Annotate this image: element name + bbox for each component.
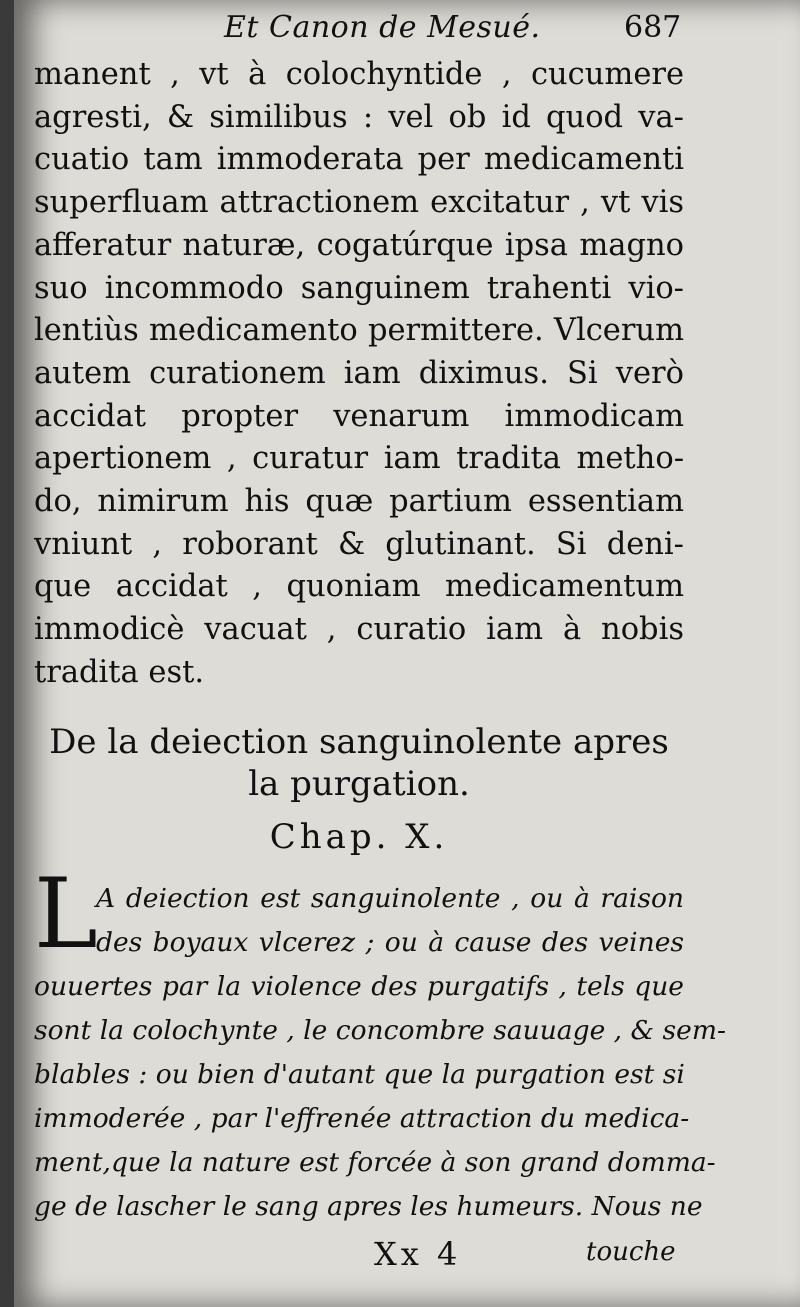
running-head-title: Et Canon de Mesué. [224,10,541,45]
text-line: agresti, & similibus : vel ob id quod va- [34,99,684,135]
book-page [14,0,800,1307]
latin-paragraph [34,54,684,695]
chapter-label: Chap. X. [269,816,449,857]
signature-mark: Xx 4 [374,1234,462,1273]
page-number: 687 [624,10,682,45]
section-title-line: De la deiection sanguinolente apres [49,721,669,762]
text-line: cuatio tam immoderata per medicamenti [34,142,684,178]
french-paragraph [34,857,726,1229]
text-line: suo incommodo sanguinem trahenti vio- [34,270,684,306]
text-line: ge de lascher le sang apres les humeurs. Nous ne [34,1190,703,1222]
drop-cap: L [34,857,98,970]
text-line: autem curationem iam diximus. Si verò [34,355,684,391]
text-line: sont la colochynte , le concombre sauuage , & sem- [34,1014,726,1046]
text-line: A deiection est sanguinolente , ou à raison [96,882,684,914]
page-content [34,10,726,1275]
text-line: manent , vt à colochyntide , cucumere [34,57,684,92]
text-line: des boyaux vlcerez ; ou à cause des veines [96,926,684,958]
text-line: lentiùs medicamento permittere. Vlcerum [34,313,684,349]
text-line: vniunt , roborant & glutinant. Si deni- [34,526,684,562]
text-line: apertionem , curatur iam tradita metho- [34,441,684,477]
section-title [34,721,684,805]
text-line: do, nimirum his quæ partium essentiam [34,484,684,520]
text-line: blables : ou bien d'autant que la purgation est si [34,1058,685,1090]
text-line: immoderée , par l'effrenée attraction du medica- [34,1102,690,1134]
section-title-line: la purgation. [248,763,470,804]
text-line: que accidat , quoniam medicamentum [34,569,684,605]
text-line: ment,que la nature est forcée à son grand domma- [34,1146,716,1178]
text-line: ouuertes par la violence des purgatifs , tels que [34,970,684,1002]
text-line: superfluam attractionem excitatur , vt vis [34,185,684,221]
running-head [34,10,684,46]
text-line: afferatur naturæ, cogatúrque ipsa magno [34,227,684,263]
page-footer [34,1233,684,1275]
text-line: accidat propter venarum immodicam [34,398,684,434]
text-line: tradita est. [34,654,205,690]
catchword: touche [586,1236,676,1267]
text-line: immodicè vacuat , curatio iam à nobis [34,612,684,648]
